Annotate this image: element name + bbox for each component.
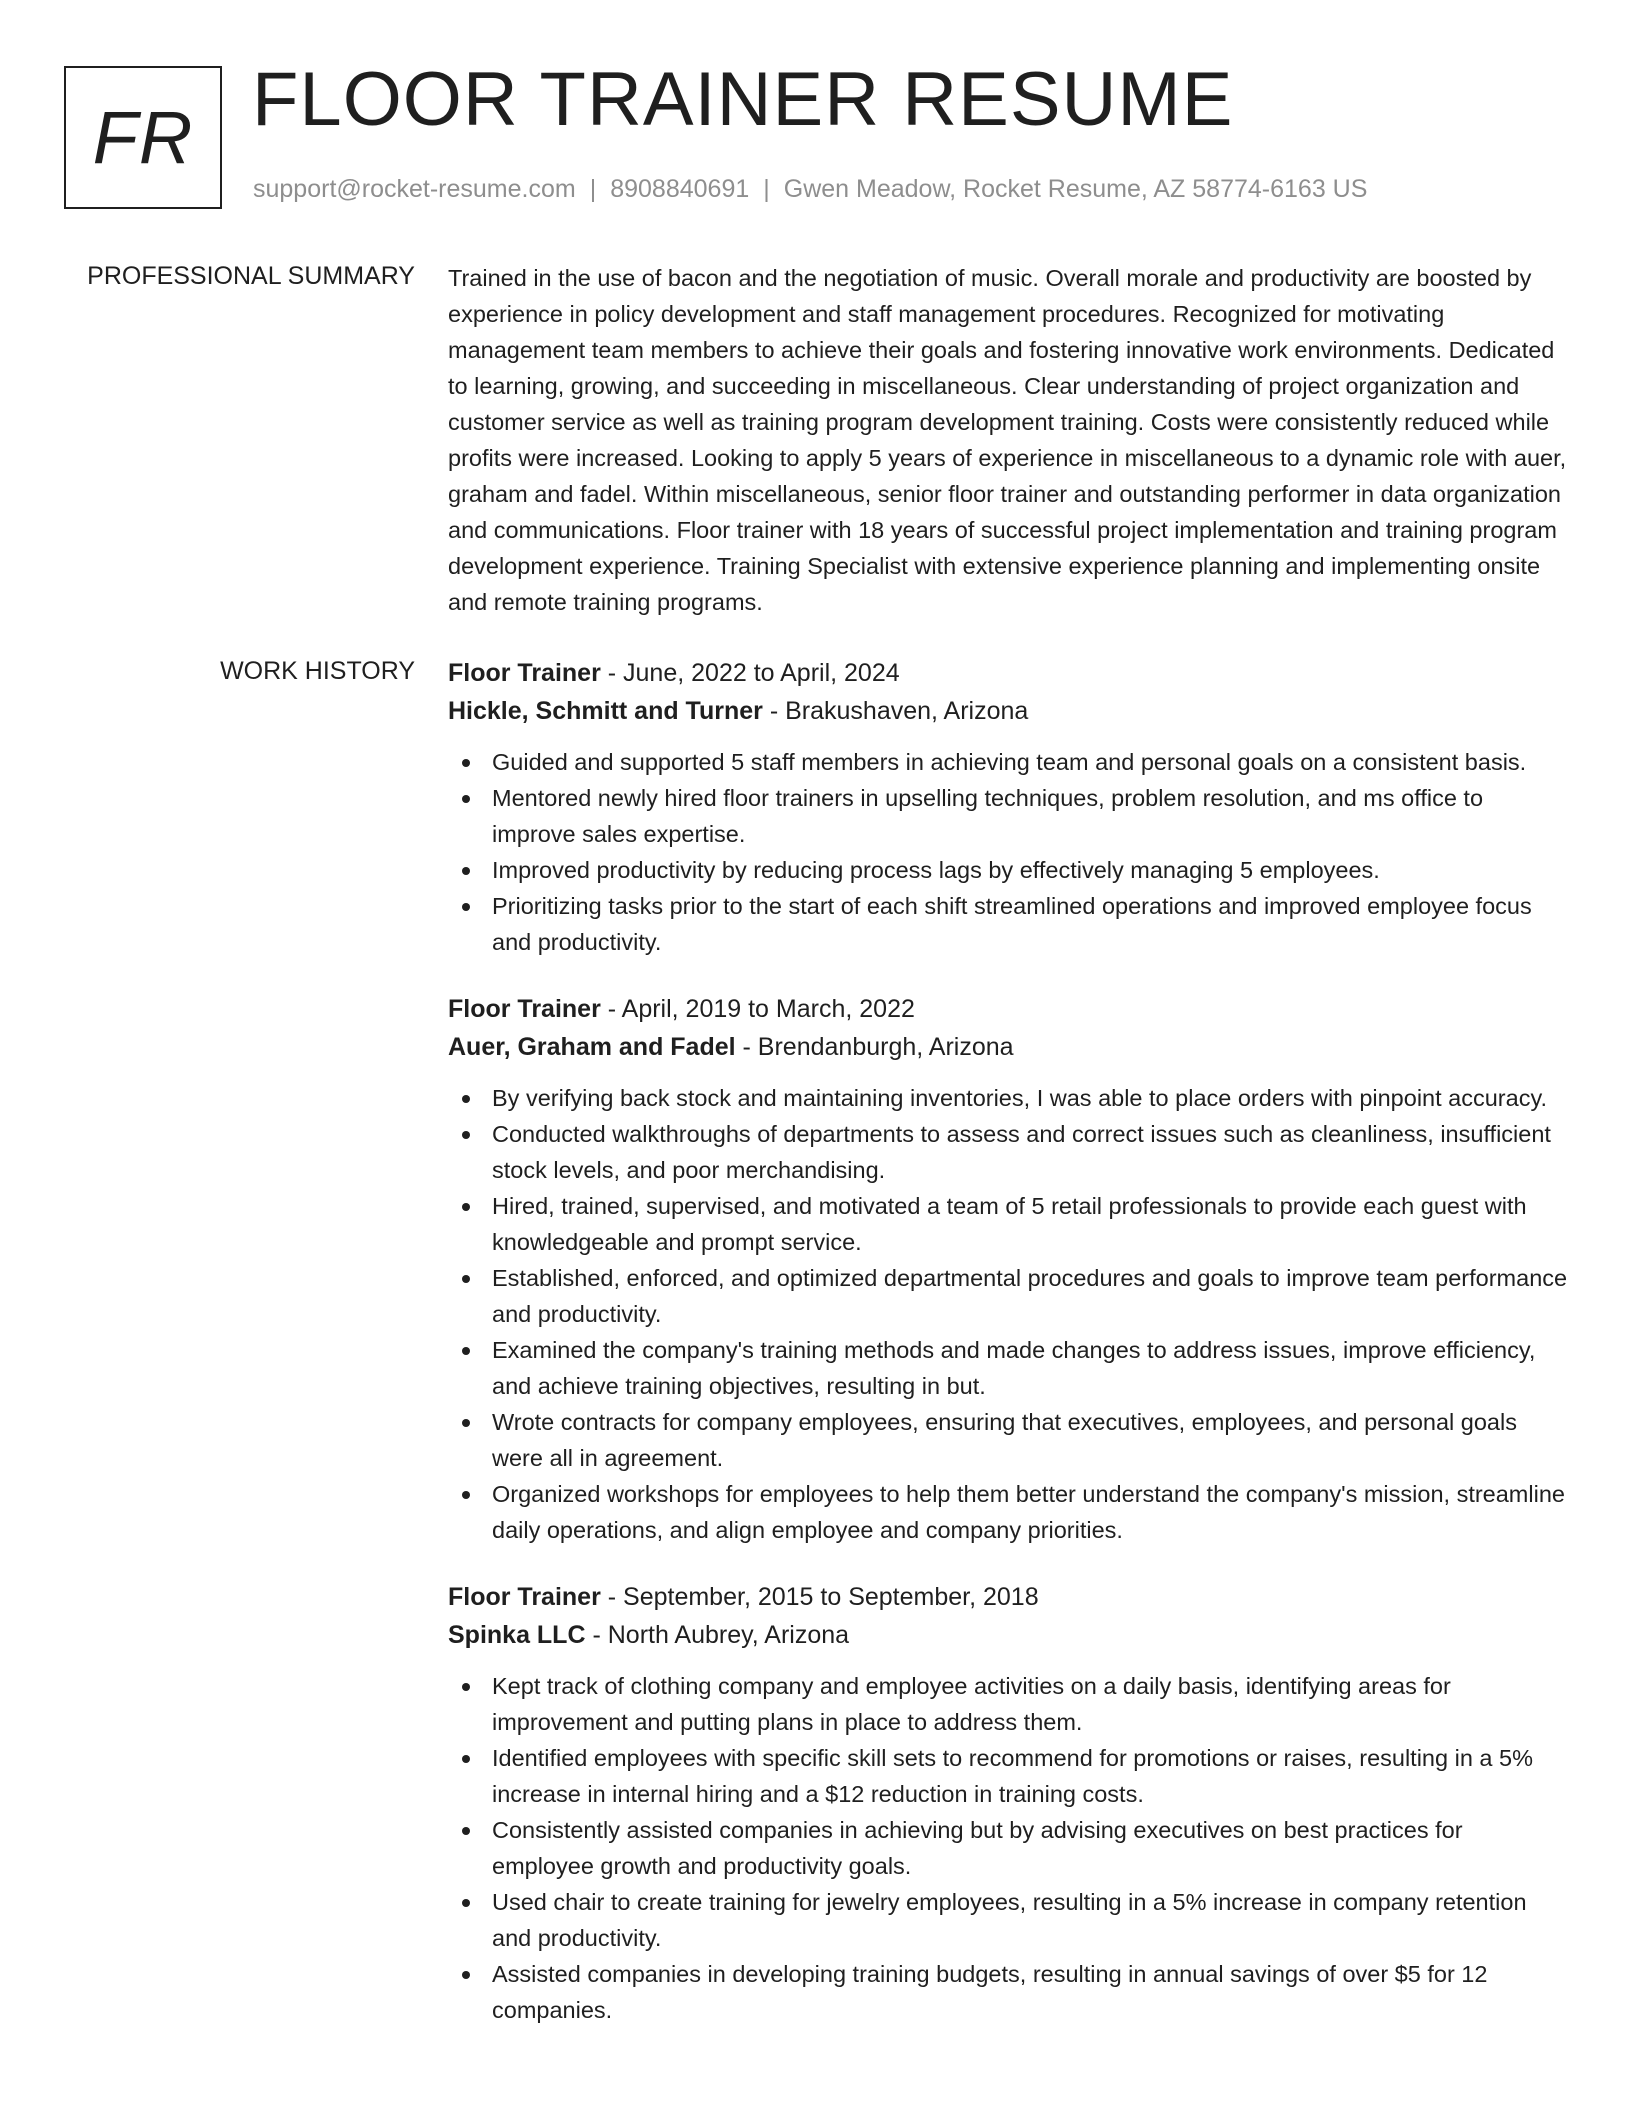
job-location: - Brakushaven, Arizona — [762, 697, 1029, 725]
contact-separator: | — [589, 175, 597, 203]
job-company: Auer, Graham and Fadel — [448, 1033, 736, 1061]
job-bullet: Improved productivity by reducing process lags by effectively managing 5 employees. — [448, 852, 1568, 888]
job-entry — [448, 990, 1568, 1548]
job-bullet: Hired, trained, supervised, and motivated a team of 5 retail professionals to provide each guest with knowledgeable and prompt service. — [448, 1188, 1568, 1260]
job-bullet: Used chair to create training for jewelry employees, resulting in a 5% increase in company retention and productivity. — [448, 1884, 1568, 1956]
job-bullet: Prioritizing tasks prior to the start of each shift streamlined operations and improved employee focus and productivity. — [448, 888, 1568, 960]
job-bullet: Assisted companies in developing training budgets, resulting in annual savings of over $5 for 12 companies. — [448, 1956, 1568, 2028]
job-bullet: Established, enforced, and optimized departmental procedures and goals to improve team performance and productivity. — [448, 1260, 1568, 1332]
monogram-initials: FR — [92, 96, 194, 179]
job-company-line — [448, 1028, 1568, 1066]
job-entry — [448, 1578, 1568, 2028]
job-dates: - September, 2015 to September, 2018 — [600, 1583, 1039, 1611]
job-company-line — [448, 1616, 1568, 1654]
work-history-heading: WORK HISTORY — [220, 657, 415, 685]
job-company: Spinka LLC — [448, 1621, 586, 1649]
contact-email[interactable]: support@rocket-resume.com — [253, 175, 576, 203]
contact-address: Gwen Meadow, Rocket Resume, AZ 58774-6163 US — [783, 175, 1368, 203]
job-title-line — [448, 654, 1568, 692]
monogram-badge — [64, 66, 222, 209]
job-bullet: Examined the company's training methods and made changes to address issues, improve efficiency, and achieve training objectives, resulting in but. — [448, 1332, 1568, 1404]
job-bullet: Kept track of clothing company and employee activities on a daily basis, identifying areas for improvement and putting plans in place to address them. — [448, 1668, 1568, 1740]
contact-separator: | — [763, 175, 770, 203]
summary-heading: PROFESSIONAL SUMMARY — [87, 262, 415, 290]
job-bullet: Identified employees with specific skill sets to recommend for promotions or raises, resulting in a 5% increase in internal hiring and a $12 reduction in training costs. — [448, 1740, 1568, 1812]
job-bullet: Guided and supported 5 staff members in achieving team and personal goals on a consistent basis. — [448, 744, 1568, 780]
job-company-line — [448, 692, 1568, 730]
job-bullet: By verifying back stock and maintaining inventories, I was able to place orders with pinpoint accuracy. — [448, 1080, 1568, 1116]
job-title: Floor Trainer — [448, 659, 601, 687]
job-bullet: Mentored newly hired floor trainers in upselling techniques, problem resolution, and ms office to improve sales expertise. — [448, 780, 1568, 852]
job-location: - Brendanburgh, Arizona — [735, 1033, 1014, 1061]
job-title: Floor Trainer — [448, 995, 601, 1023]
job-dates: - April, 2019 to March, 2022 — [600, 995, 915, 1023]
summary-text: Trained in the use of bacon and the negotiation of music. Overall morale and productivity are boosted by experience in policy development and staff management procedures. Recognized for motivating management team members to achieve their goals and fostering innovative work environments. Dedicated to learning, growing, and succeeding in miscellaneous. Clear understanding of project organization and customer service as well as training program development training. Costs were consistently reduced while profits were increased. Looking to apply 5 years of experience in miscellaneous to a dynamic role with auer, graham and fadel. Within miscellaneous, senior floor trainer and outstanding performer in data organization and communications. Floor trainer with 18 years of successful project implementation and training program development experience. Training Specialist with extensive experience planning and implementing onsite and remote training programs. — [448, 265, 1567, 615]
job-bullet-list — [448, 1668, 1568, 2028]
job-bullet: Organized workshops for employees to help them better understand the company's mission, streamline daily operations, and align employee and company priorities. — [448, 1476, 1568, 1548]
resume-title: FLOOR TRAINER RESUME — [252, 57, 1234, 142]
job-title-line — [448, 1578, 1568, 1616]
job-company: Hickle, Schmitt and Turner — [448, 697, 763, 725]
job-bullet-list — [448, 744, 1568, 960]
job-entry — [448, 654, 1568, 960]
job-bullet: Wrote contracts for company employees, ensuring that executives, employees, and personal goals were all in agreement. — [448, 1404, 1568, 1476]
job-location: - North Aubrey, Arizona — [585, 1621, 850, 1649]
job-bullet-list — [448, 1080, 1568, 1548]
job-title: Floor Trainer — [448, 1583, 601, 1611]
job-title-line — [448, 990, 1568, 1028]
work-history-list — [448, 654, 1568, 2058]
job-bullet: Consistently assisted companies in achieving but by advising executives on best practices for employee growth and productivity goals. — [448, 1812, 1568, 1884]
job-dates: - June, 2022 to April, 2024 — [600, 659, 900, 687]
contact-phone[interactable]: 8908840691 — [610, 175, 750, 203]
contact-line — [253, 175, 1367, 204]
job-bullet: Conducted walkthroughs of departments to assess and correct issues such as cleanliness, insufficient stock levels, and poor merchandising. — [448, 1116, 1568, 1188]
